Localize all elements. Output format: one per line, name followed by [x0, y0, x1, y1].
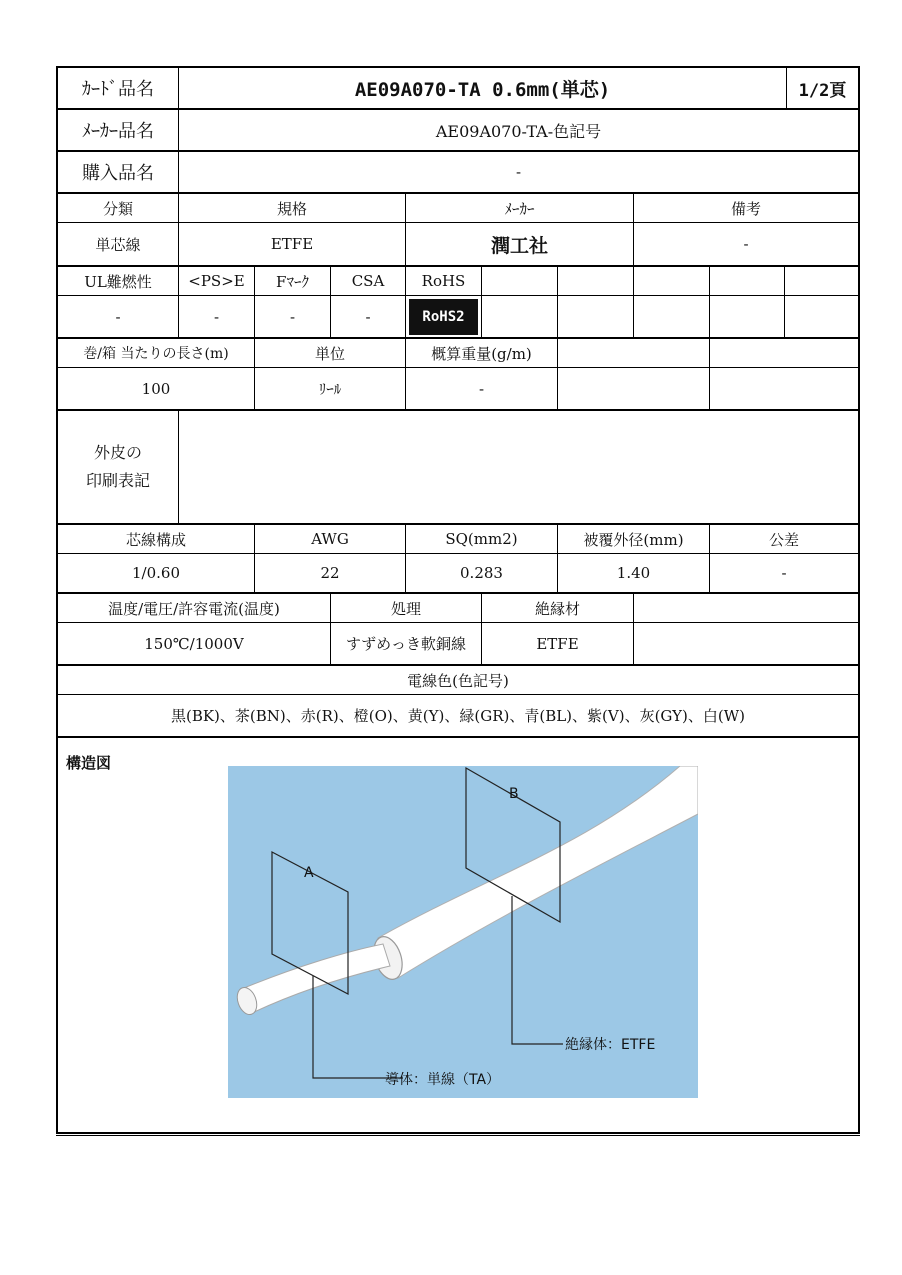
- standards-value-blank-2: [557, 296, 633, 337]
- insulator-callout: 絶縁体：ETFE: [565, 1037, 656, 1053]
- classification-value: 単芯線: [95, 235, 141, 254]
- title-row: [58, 68, 858, 110]
- tolerance-value: -: [709, 554, 858, 592]
- length-per-reel-value: 100: [141, 379, 171, 398]
- sq-header: SQ(mm2): [405, 525, 557, 553]
- strand-config-header: 芯線構成: [125, 530, 186, 549]
- wire-color-label: 電線色(色記号): [407, 671, 509, 690]
- classification-header: 分類: [102, 199, 133, 218]
- classification-value-row: [58, 223, 858, 267]
- csa-value: -: [330, 296, 405, 337]
- standards-header-blank-1: [481, 267, 557, 295]
- print-marking-row: [58, 411, 858, 525]
- section-a-label: A: [304, 865, 314, 881]
- ratings-header-blank: [633, 594, 858, 622]
- standard-value: ETFE: [178, 223, 405, 265]
- packaging-header-blank-2: [709, 339, 858, 367]
- rohs-value-cell: [405, 296, 481, 337]
- standards-header-blank-2: [557, 267, 633, 295]
- packaging-header-blank-1: [557, 339, 709, 367]
- temp-voltage-value: 150℃/1000V: [144, 634, 244, 653]
- structure-diagram-label: 構造図: [66, 754, 112, 772]
- standard-header: 規格: [178, 194, 405, 222]
- outer-diameter-header: 被覆外径(mm): [557, 525, 709, 553]
- structure-diagram: [228, 766, 698, 1098]
- wire-color-value: 黒(BK)、茶(BN)、赤(R)、橙(O)、黄(Y)、緑(GR)、青(BL)、紫(V)、灰(GY)、白(W): [170, 707, 746, 725]
- awg-header: AWG: [254, 525, 405, 553]
- outer-diameter-value: 1.40: [557, 554, 709, 592]
- maker-header: ﾒｰｶｰ: [405, 194, 633, 222]
- unit-header: 単位: [254, 339, 405, 367]
- standards-value-blank-5: [784, 296, 858, 337]
- sheet-bottom-rule: [56, 1135, 860, 1136]
- f-mark-header: Fﾏｰｸ: [254, 267, 330, 295]
- section-b-label: B: [509, 786, 519, 802]
- card-name-label: ｶｰﾄﾞ品名: [82, 79, 154, 100]
- ul-flame-header: UL難燃性: [84, 272, 152, 291]
- wire-color-header-row: [58, 666, 858, 695]
- purchase-part-label: 購入品名: [82, 163, 154, 184]
- print-marking-label: [58, 411, 178, 523]
- f-mark-value: -: [254, 296, 330, 337]
- page-number: 1/2頁: [786, 68, 858, 108]
- packaging-value-blank-2: [709, 368, 858, 409]
- treatment-value: すずめっき軟銅線: [330, 623, 481, 664]
- print-marking-label-line2: 印刷表記: [85, 471, 150, 490]
- pse-value: -: [178, 296, 254, 337]
- tolerance-header: 公差: [709, 525, 858, 553]
- ratings-value-blank: [633, 623, 858, 664]
- weight-value: -: [405, 368, 557, 409]
- classification-header-row: [58, 194, 858, 223]
- rohs2-badge: RoHS2: [409, 299, 478, 335]
- temp-voltage-header: 温度/電圧/許容電流(温度): [108, 599, 280, 618]
- conductor-value-row: [58, 554, 858, 594]
- standards-header-row: [58, 267, 858, 296]
- awg-value: 22: [254, 554, 405, 592]
- csa-header: CSA: [330, 267, 405, 295]
- card-title: AE09A070-TA 0.6mm(単芯): [178, 68, 786, 108]
- pse-header: <PS>E: [178, 267, 254, 295]
- spec-card: [56, 66, 860, 1134]
- unit-value: ﾘｰﾙ: [254, 368, 405, 409]
- standards-value-blank-1: [481, 296, 557, 337]
- purchase-part-value: -: [178, 152, 858, 192]
- conductor-callout: 導体：単線（TA）: [385, 1072, 501, 1088]
- ratings-value-row: [58, 623, 858, 666]
- remarks-value: -: [633, 223, 858, 265]
- print-marking-value: [178, 411, 858, 523]
- standards-value-row: [58, 296, 858, 339]
- ratings-header-row: [58, 594, 858, 623]
- standards-header-blank-5: [784, 267, 858, 295]
- print-marking-label-line1: 外皮の: [93, 443, 142, 462]
- purchase-part-row: [58, 152, 858, 194]
- insulation-value: ETFE: [481, 623, 633, 664]
- standards-value-blank-3: [633, 296, 709, 337]
- packaging-value-blank-1: [557, 368, 709, 409]
- standards-value-blank-4: [709, 296, 784, 337]
- insulation-header: 絶縁材: [481, 594, 633, 622]
- length-per-reel-header: 巻/箱 当たりの長さ(m): [83, 346, 229, 362]
- maker-part-value: AE09A070-TA-色記号: [178, 110, 858, 150]
- maker-part-label: ﾒｰｶｰ品名: [82, 121, 154, 142]
- remarks-header: 備考: [633, 194, 858, 222]
- standards-header-blank-3: [633, 267, 709, 295]
- strand-config-value: 1/0.60: [132, 564, 180, 582]
- ul-flame-value: -: [115, 307, 121, 326]
- standards-header-blank-4: [709, 267, 784, 295]
- sq-value: 0.283: [405, 554, 557, 592]
- packaging-value-row: [58, 368, 858, 411]
- packaging-header-row: [58, 339, 858, 368]
- conductor-header-row: [58, 525, 858, 554]
- weight-header: 概算重量(g/m): [405, 339, 557, 367]
- maker-value: 潤工社: [405, 223, 633, 265]
- rohs-header: RoHS: [405, 267, 481, 295]
- maker-part-row: [58, 110, 858, 152]
- treatment-header: 処理: [330, 594, 481, 622]
- wire-color-value-row: [58, 695, 858, 738]
